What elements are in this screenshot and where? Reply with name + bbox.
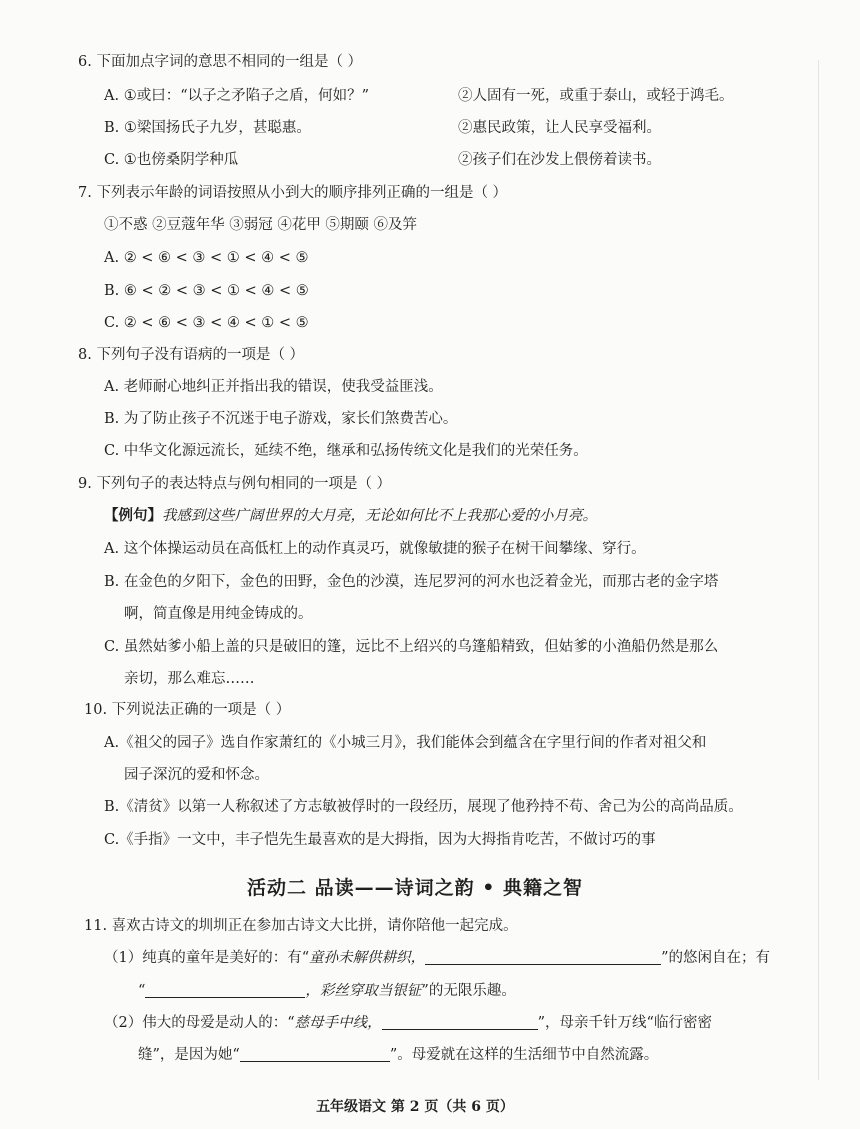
q6-stem: 6. 下面加点字词的意思不相同的一组是（ ） — [78, 54, 363, 70]
q11-part2-blank1[interactable] — [382, 1013, 538, 1030]
q11-stem: 11. 喜欢古诗文的圳圳正在参加古诗文大比拼，请你陪他一起完成。 — [84, 918, 518, 934]
q7-option-b: B. ⑥ < ② < ③ < ① < ④ < ⑤ — [104, 283, 309, 299]
q11-part1-text-b: ”的悠闲自在；有 — [661, 950, 771, 966]
q11-part2-text-c: 缝”，是因为她“ — [138, 1047, 240, 1063]
q9-example — [104, 506, 597, 526]
q6-option-b-left: B. ①梁国扬氏子九岁，甚聪惠。 — [104, 120, 311, 136]
q11-part1-line2 — [138, 981, 516, 1001]
q11-part1-blank1[interactable] — [425, 948, 661, 965]
q9-option-b-line1: B. 在金色的夕阳下，金色的田野，金色的沙漠，连尼罗河的河水也泛着金光，而那古老的金字塔 — [104, 574, 719, 590]
q7-stem: 7. 下列表示年龄的词语按照从小到大的顺序排列正确的一组是（ ） — [78, 185, 508, 201]
q10-option-c: C.《手指》一文中，丰子恺先生最喜欢的是大拇指，因为大拇指肯吃苦，不做讨巧的事 — [104, 832, 656, 848]
q8-option-a: A. 老师耐心地纠正并指出我的错误，使我受益匪浅。 — [104, 379, 443, 395]
page-edge-divider — [818, 60, 819, 1080]
q8-option-b: B. 为了防止孩子不沉迷于电子游戏，家长们煞费苦心。 — [104, 411, 458, 427]
q11-part2-text-d: ”。母爱就在这样的生活细节中自然流露。 — [389, 1047, 659, 1063]
q8-option-c: C. 中华文化源远流长，延续不绝，继承和弘扬传统文化是我们的光荣任务。 — [104, 443, 588, 459]
q11-part2-line2 — [138, 1045, 658, 1065]
q11-part2-text-b: ”，母亲千针万线“临行密密 — [537, 1015, 712, 1031]
q6-option-c-left: C. ①也傍桑阴学种瓜 — [104, 152, 239, 168]
q11-part2-blank2[interactable] — [240, 1045, 390, 1062]
q10-option-a-line2: 园子深沉的爱和怀念。 — [124, 767, 269, 783]
q11-part1-quote2: ，彩丝穿取当银钲 — [305, 983, 422, 999]
q10-option-a-line1: A.《祖父的园子》选自作家萧红的《小城三月》，我们能体会到蕴含在字里行间的作者对祖父和 — [104, 735, 707, 751]
q9-stem: 9. 下列句子的表达特点与例句相同的一项是（ ） — [78, 476, 392, 492]
q11-part2-line1 — [104, 1013, 712, 1033]
section-title: 活动二 品读——诗词之韵 • 典籍之智 — [247, 877, 583, 899]
q6-option-c-right: ②孩子们在沙发上偎傍着读书。 — [458, 152, 661, 168]
q11-part2-quote1: 慈母手中线， — [294, 1015, 382, 1031]
q8-stem: 8. 下列句子没有语病的一项是（ ） — [78, 347, 305, 363]
page-footer: 五年级语文 第 2 页（共 6 页） — [316, 1099, 514, 1115]
q7-option-c: C. ② < ⑥ < ③ < ④ < ① < ⑤ — [104, 315, 309, 331]
example-tag: 【例句】 — [104, 507, 162, 524]
q11-part1-text-d: ”的无限乐趣。 — [421, 983, 516, 999]
q9-option-c-line1: C. 虽然姑爹小船上盖的只是破旧的篷，远比不上绍兴的乌篷船精致，但姑爹的小渔船仍然是那么 — [104, 639, 719, 655]
q11-part1-blank2[interactable] — [145, 981, 305, 998]
q9-option-c-line2: 亲切，那么难忘…… — [124, 671, 255, 687]
q11-part1-quote1: 童孙未解供耕织， — [309, 950, 426, 966]
q7-items: ①不惑 ②豆蔻年华 ③弱冠 ④花甲 ⑤期颐 ⑥及笄 — [104, 217, 418, 233]
q10-option-b: B.《清贫》以第一人称叙述了方志敏被俘时的一段经历，展现了他矜持不苟、舍己为公的高尚品质。 — [104, 799, 743, 815]
q11-part2-text-a: （2）伟大的母爱是动人的：“ — [104, 1015, 295, 1031]
q11-part1-text-a: （1）纯真的童年是美好的：有“ — [104, 950, 310, 966]
q6-option-a-left: A. ①或曰：“以子之矛陷子之盾，何如？” — [104, 88, 370, 104]
q9-option-b-line2: 啊，简直像是用纯金铸成的。 — [124, 606, 313, 622]
q7-option-a: A. ② < ⑥ < ③ < ① < ④ < ⑤ — [104, 250, 309, 266]
q10-stem: 10. 下列说法正确的一项是（ ） — [84, 702, 291, 718]
q11-part1-line1 — [104, 948, 770, 968]
example-sentence: 我感到这些广阔世界的大月亮，无论如何比不上我那心爱的小月亮。 — [162, 508, 597, 524]
q9-option-a: A. 这个体操运动员在高低杠上的动作真灵巧，就像敏捷的猴子在树干间攀缘、穿行。 — [104, 541, 646, 557]
q6-option-a-right: ②人固有一死，或重于泰山，或轻于鸿毛。 — [458, 88, 734, 104]
q6-option-b-right: ②惠民政策，让人民享受福利。 — [458, 120, 661, 136]
q11-part1-text-c: “ — [138, 983, 146, 999]
